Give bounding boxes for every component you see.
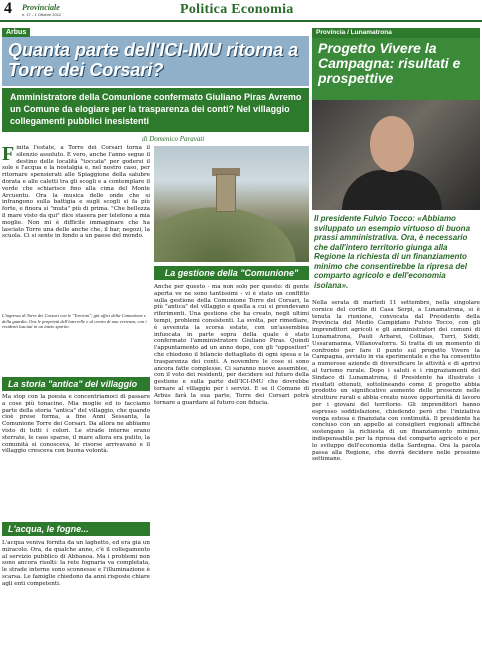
article-headline: Quanta parte dell'ICI-IMU ritorna a Torre dei Corsari?: [8, 40, 299, 80]
intro-text: inita l'estate, a Torre dei Corsari torna il silenzio assoluto. E vero, anche l'anno segue il destino delle località "toccata" per godersi il sole e l'acqua e la nostalgia e, nel nostro caso, per ritornare spensierati alle Spiaggione della salubre dorata e alle caletti tra gli scogli e a contemplare il verde che schiarisce fino alla cima del Monte Arcuentu. Ora la musica delle onde che si infrangono sulla battigia e sugli scogli si fa più forte, e finora si "muta" più di prima. "Che bellezza il mare visto da qui" dice stasera per telefono a mia moglie. Non mi è difficile immaginare che ha lasciato Torre una delle anche che, il bar, negozi, la scuola. Ci si sente in fondo a un paese del mondo.: [2, 145, 150, 240]
article-body-intro: [2, 145, 150, 310]
col2-title: La gestione della "Comunione": [154, 266, 309, 280]
dropcap: F: [2, 145, 15, 165]
article-subhead: Amministratore della Comunione confermato Giuliano Piras Avremo un Comune da elogiare per la trasparenza dei conti? Nel villaggio collegamenti pubblici inesistenti: [10, 92, 302, 126]
right-article: [312, 28, 480, 654]
article-tag: Arbus: [2, 28, 30, 37]
right-article-headline: Progetto Vivere la Campagna: risultati e prospettive: [312, 38, 480, 100]
box1-title: La storia "antica" del villaggio: [2, 377, 150, 391]
col2-text: Anche per questo - ma non solo per questo: di gente aperta ve ne sono tantissimi - vi è stato un conflitto sulla gestione della Comunione Torre dei Corsari, la più "antica" del villaggio e quella a cui si prendevano riferimenti. Una gestione che ha creato, negli ultimi tempi, problemi consistenti. La svolta, per rimediare, è avvenuta la scorsa estate, con un'assemblea infuocata in parte sopra della quale è stato confermato l'amministratore Giuliano Piras. Quindi l'appuntamento ad un anno dopo, con gli "oppositori" che chiedono il bilancio dettagliato di ogni spesa e la trasparenza dei conti. A novembre le cose si sono ancora fatte complesse. Ci saranno nuove assemblee, con il voto dei residenti, per decidere sul futuro della gestione e sulla parte dell'ICI-IMU che dovrebbe tornare al villaggio per i servizi. E se il Comune di Arbus farà la sua parte, Torre dei Corsari potrà tornare a guardare al futuro con fiducia.: [154, 284, 309, 406]
left-article: [2, 28, 309, 654]
section-title: Politica Economia: [180, 2, 294, 17]
village-photo: [154, 146, 309, 262]
tower-building: [216, 174, 236, 212]
president-quote: Il presidente Fulvio Tocco: «Abbiamo sviluppato un esempio virtuoso di buona prassi amministrativa. Ora, è necessario che dall'intero territorio giunga alla Regione la richiesta di un finanziamento minimo che consentirebbe la ripresa del comparto agricolo e dell'economia isolana».: [314, 214, 471, 290]
portrait-suit: [342, 170, 442, 210]
article-byline: di Domenico Paravati: [142, 135, 205, 143]
president-portrait: [312, 100, 480, 210]
page-header: [0, 0, 482, 22]
box2-title: L'acqua, le fogne...: [2, 522, 150, 536]
box1-text: Ma stop con la poesia e concentriamoci di passare a cose più tonacine. Mia moglie ed io facciamo parte della storia "antica" del villaggio, che quando cioè prese forma, a fine Anni Sessanta, la Comunione Torre dei Corsari. Da allora ne abbiamo visto di tutti i colori. Le strade interne erano sterrate, le case sparse, il mare allora era pulito, la comunità si conosceva, le risorse arrivavano e il villaggio cresceva con buona volontà.: [2, 394, 150, 455]
newspaper-logo: Provinciale: [22, 3, 60, 12]
right-article-body: Nella serata di martedì 11 settembre, nella singolare cornice del cortile di Casa Serpi, a Lunamatrona, si è tenuta la riunione, convocata dal Presidente della Provincia del Medio Campidano Fulvio Tocco, con gli imprenditori agricoli e gli amministratori dei comuni di Lunamatrona, Pauli Arbarei, Collinas, Turri, Siddi, Ussaramanna, Villanovaforru. Si tratta di un momento di confronto per fare il punto sul progetto Vivere la Campagna, avviato in via sperimentale e che ha consentito a numerose aziende di diversificare le attività e di aprirsi al turismo rurale. Dopo i saluti e i ringraziamenti del Sindaco di Lunamatrona, il Presidente ha illustrato i risultati ottenuti, sottolineando come il progetto abbia prodotto un significativo aumento delle presenze nelle strutture rurali e abbia creato nuove opportunità di lavoro per i giovani del territorio. Gli imprenditori hanno espresso soddisfazione, chiedendo però che l'iniziativa venga estesa e finanziata con continuità. Il presidente ha concluso con un appello ai consiglieri regionali affinché sostengano la richiesta di un finanziamento minimo, indispensabile per la ripresa del comparto agricolo e per lo sviluppo dell'economia della Sardegna. Ora la parola passa alla Regione, che dovrà decidere nelle prossime settimane.: [312, 300, 480, 463]
portrait-face: [370, 116, 414, 172]
issue-info: n. 17 - 1 Ottobre 2012: [22, 12, 62, 17]
right-article-tag: Provincia / Lunamatrona: [312, 28, 480, 38]
photo-caption: L'ingresso di Torre dei Corsari con le "Torrioni", già uffici della Comunione e della guardia. Ora le proprietà dell'interrelle e al centro di una vertenza, con i residenti lasciati in un inizio sparito.: [2, 313, 147, 330]
box2-text: L'acqua veniva fornita da un laghetto, ed era già un miracolo. Ora, da qualche anno, c'è il collegamento al servizio pubblico di Abbanoa. Ma i problemi non sono ancora risolti: la rete fognaria va completata, le strade interne sono sconnesse e l'illuminazione è scarsa. Le famiglie chiedono da anni risposte chiare agli enti competenti.: [2, 540, 150, 587]
page-number: 4: [4, 0, 12, 17]
